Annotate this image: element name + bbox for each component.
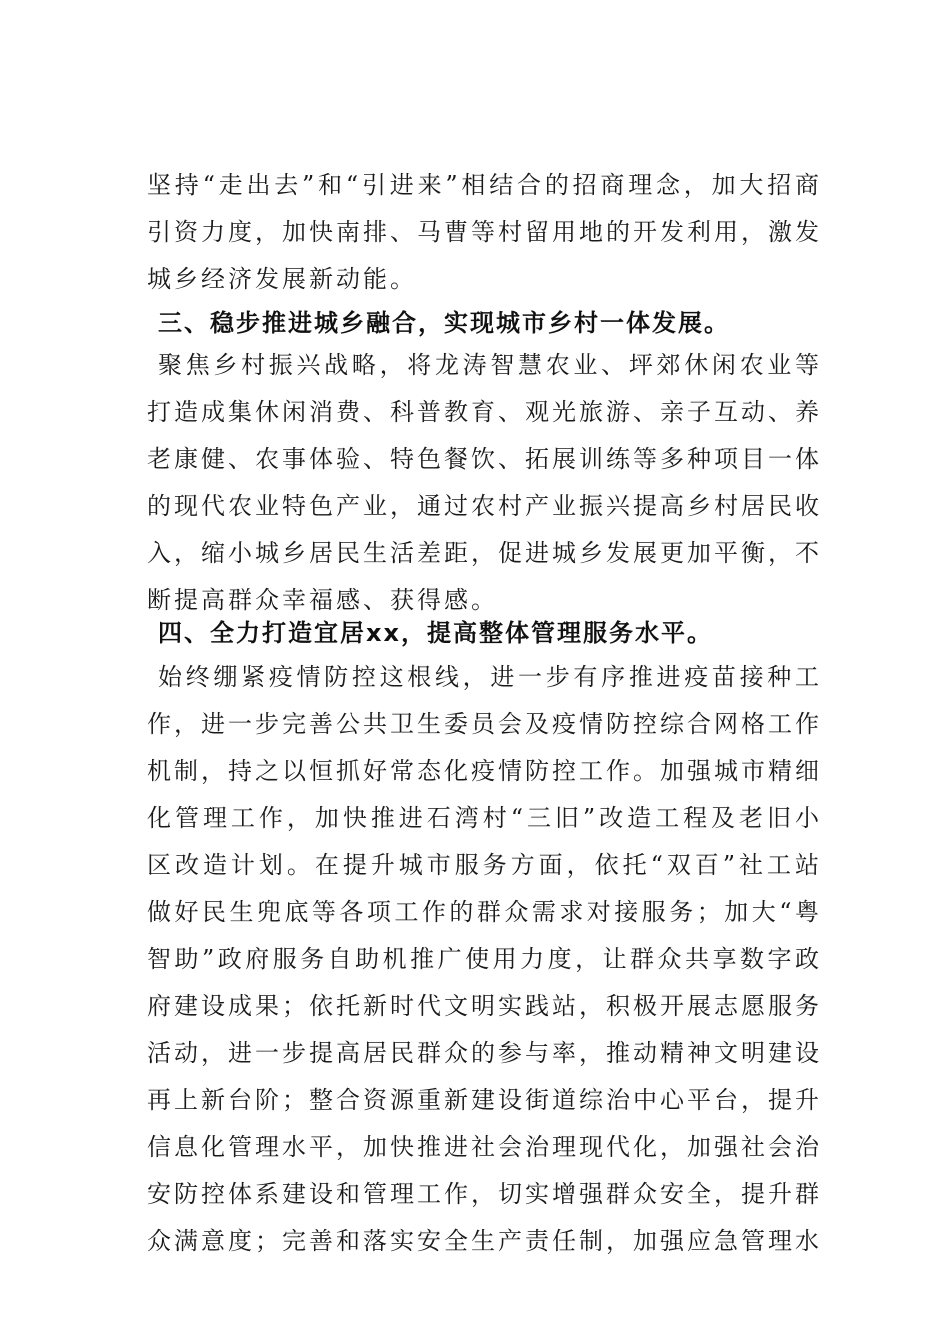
section-three-heading: 三、稳步推进城乡融合，实现城市乡村一体发展。 [158, 308, 730, 337]
section-four-heading: 四、全力打造宜居xx，提高整体管理服务水平。 [158, 618, 713, 647]
continued-paragraph: 坚持“走出去”和“引进来”相结合的招商理念，加大招商引资力度，加快南排、马曹等村留用地的开发利用，激发城乡经济发展新动能。 [147, 171, 822, 293]
section-three-paragraph: 聚焦乡村振兴战略，将龙涛智慧农业、坪郊休闲农业等打造成集休闲消费、科普教育、观光旅游、亲子互动、养老康健、农事体验、特色餐饮、拓展训练等多种项目一体的现代农业特色产业，通过农村产业振兴提高乡村居民收入，缩小城乡居民生活差距，促进城乡发展更加平衡，不断提高群众幸福感、获得感。 [147, 351, 822, 614]
section-four-paragraph: 始终绷紧疫情防控这根线，进一步有序推进疫苗接种工作，进一步完善公共卫生委员会及疫情防控综合网格工作机制，持之以恒抓好常态化疫情防控工作。加强城市精细化管理工作，加快推进石湾村“三旧”改造工程及老旧小区改造计划。在提升城市服务方面，依托“双百”社工站做好民生兜底等各项工作的群众需求对接服务；加大“粤智助”政府服务自助机推广使用力度，让群众共享数字政府建设成果；依托新时代文明实践站，积极开展志愿服务活动，进一步提高居民群众的参与率，推动精神文明建设再上新台阶；整合资源重新建设街道综治中心平台，提升信息化管理水平，加快推进社会治理现代化，加强社会治安防控体系建设和管理工作，切实增强群众安全，提升群众满意度；完善和落实安全生产责任制，加强应急管理水 [147, 663, 822, 1255]
